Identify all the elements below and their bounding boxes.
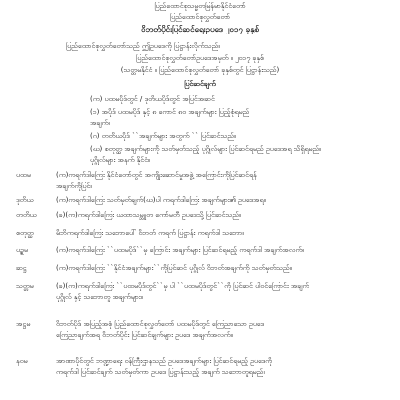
intro-line-3: (သတ္တမနိုင်ငံ ။ ပြည်ထောင်စုလွှတ်တော် ခုနှစ်တွင် ပြဋ္ဌာန်းသည်) [120, 66, 280, 74]
definition-term: ဆဋ္ဌ [16, 264, 27, 272]
item-1: (၁) အပိုဒ် ပထမပိုဒ် နှင့် ၈ ကောင် ၈၀ အချက်များ ပြည့်စုံရမည် [90, 108, 250, 116]
header-sub: ပြည်ထောင်စုလွှတ်တော် [169, 13, 231, 21]
item-ka: (က) ပထမပိုဒ်တွင် / ဒုတိယပိုဒ်တွင် အပြင်အဆင် [90, 95, 215, 103]
definition-text: ပုဂ္ဂိုလ် နှင့် သဘောတူ အချက်များ။ [56, 293, 143, 301]
definition-text: မိဘိကရက်ဒါကြေး သဘောပေါ် ဝိဘတ် ကရက် ပြဋ္ဌာန်း ကရက်ဒါ သဘော။ [56, 229, 245, 237]
item-gha: (ဃ) စတုတ္ထ အချက်များကို သတ်မှတ်သည့် ပုဂ္ဂိုလ်များ ပြင်ဆင်ရမည် ဥပဒေအရ သိရှိရမည်။ [90, 145, 322, 153]
definition-term: နဝမ [16, 357, 28, 365]
definition-term: ဒုတိယ [16, 196, 34, 204]
definition-term: အဋ္ဌမ [16, 320, 31, 328]
definition-text: (ခ)(က)ကရက်ဒါကြေး ယထာသမ္ဘူတ ကော်မတီ ဥပဒေသို့ ပြင်ဆင်သည်။ [56, 211, 242, 219]
definition-text: ကရက်ဒါ ပြင်ဆင်ချက် သတ်မှတ်ကာ ဥပဒေ ပြဋ္ဌာန်းသည့် အချက် သဘောတူရမည်။ [56, 368, 266, 376]
header-top: ပြည်ထောင်စုသမ္မတမြန်မာနိုင်ငံတော် [154, 2, 246, 10]
document-title: ဝိဘတ်ပိုင်းပြင်ဆင်ရေးဥပဒေ ၂၀၁၇ ခုနှစ် [141, 25, 259, 34]
item-gha-cont: ပုဂ္ဂိုလ်များ အနက် နိုင်ငံ။ [90, 156, 151, 164]
definition-text: ဝိဘတ်ပိုဒ် အပြည့်အစုံ ပြည်ထောင်စုလွှတ်တော် ပထမပိုဒ်တွင် ကြေညာသော ဥပဒေ [56, 320, 264, 328]
definition-term: ပထမ [16, 171, 31, 179]
definition-term: စတုတ္ထ [16, 229, 34, 237]
definition-text: ကြေညာချက်အရ ဝိဘတ်ပိုင်း ပြင်ဆင်ချက်များ ဥပဒေ အချက်အလက်။ [56, 331, 233, 339]
definition-text: အချက်ကိုပြင်။ [56, 182, 93, 190]
definition-term: ပဉ္စမ [16, 246, 28, 254]
definition-term: သတ္တမ [16, 282, 34, 290]
item-1-cont: အချက်။ [90, 119, 111, 127]
definition-text: (က)ကရက်ဒါကြေး နိုင်ငံတော်တွင် အကျိုးဆောင်မှုအဖွဲ့ အကြောင်းကိုပြင်ဆင်ရန် [56, 171, 257, 179]
definition-text: (က)ကရက်ဒါကြေး သတ်မှတ်ချက်(ဃ)ပါ ကရက်ဒါကြေး အချက်များ၏ ဥပဒေအရ။ [56, 196, 266, 204]
intro-line-1: ပြည်ထောင်စုလွှတ်တော်သည် ဤဥပဒေကို ပြဋ္ဌာန်းလိုက်သည်။ [66, 42, 221, 50]
definition-term: တတိယ [16, 211, 37, 219]
definition-text: အာဏာပိုင်တွင် ဘဏ္ဍာရေး ဝန်ကြီးဌာနသည် ဥပဒေအချက်များ ပြင်ဆင်ရမည့် ဥပဒေကို [56, 357, 273, 365]
intro-line-2: ပြည်ထောင်စုလွှတ်တော်ဥပဒေအမှတ် ။ ၂၀၁၇ ခုနှစ် [136, 54, 264, 62]
definition-text: (ခ)(က)ကရက်ဒါကြေး ``ပထမပိုဒ်တွင်``မှ ပါ ``ပထမပိုဒ်တွင်``ကို ပြင်ဆင် ပါဝင်ကြောင်း အချက် [56, 282, 310, 290]
definition-text: (က)ကရက်ဒါကြေး ``ပထမပိုဒ်``မှ ကြောင်း အချက်များ ပြင်ဆင်ရမည့် ကရက်ဒါ အချက်အလက်။ [56, 246, 305, 254]
section-heading: ပြင်ဆင်ချက် [184, 80, 216, 88]
definition-text: (က)ကရက်ဒါကြေး ``နိုင်ငံအချက်များ``ကိုပြင်ဆင် ပုဂ္ဂိုလ် ဝိဘတ်အချက်ကို သတ်မှတ်သည်။ [56, 264, 292, 272]
item-ga: (ဂ) တတိယပိုဒ် ``အချက်များ အတွက် `` ပြင်ဆင်သည်။ [90, 132, 237, 140]
